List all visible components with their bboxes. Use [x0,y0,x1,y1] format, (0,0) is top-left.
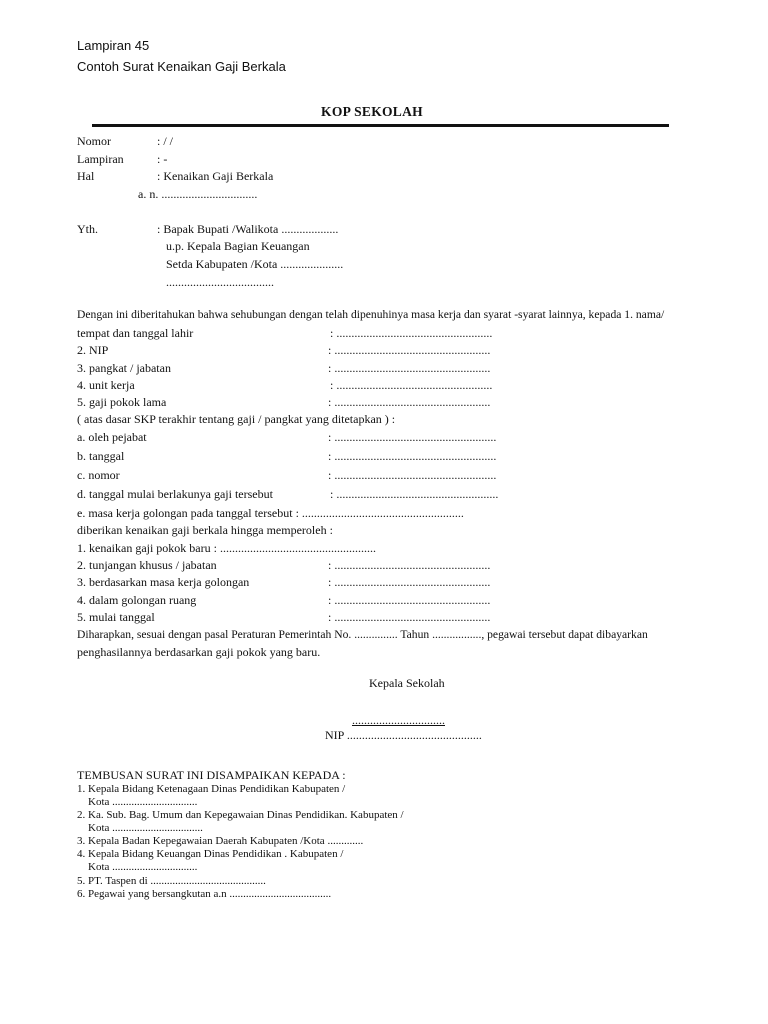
lampiran-value: : - [157,152,168,166]
field-unit-label: 4. unit kerja [77,378,135,392]
field-unit-value: : .................................................... [330,378,493,392]
field-mulai-berlaku-value: : ...................................................... [330,487,499,501]
header-line-1: Lampiran 45 [77,38,150,53]
field-mulai-tanggal-label: 5. mulai tanggal [77,610,155,624]
recipient-line-4: .................................... [166,275,274,289]
field-tempat-value: : .................................................... [330,326,493,340]
lampiran-label: Lampiran [77,152,124,166]
field-golongan-ruang-value: : .................................................... [328,593,491,607]
closing-line-2: penghasilannya berdasarkan gaji pokok yang baru. [77,645,321,659]
tembusan-line-1: 1. Kepala Bidang Ketenagaan Dinas Pendidikan Kabupaten / [77,783,346,795]
field-nip-value: : .................................................... [328,343,491,357]
field-mulai-tanggal-value: : .................................................... [328,610,491,624]
nomor-value: : / / [157,134,174,148]
field-tanggal-label: b. tanggal [77,449,125,463]
field-tanggal-value: : ...................................................... [328,449,497,463]
kop-thick-rule [92,124,669,127]
field-nomor-label: c. nomor [77,468,120,482]
hal-sub: a. n. ................................ [138,187,258,201]
tembusan-line-2: Kota ............................... [77,796,198,808]
masa-kerja-line: e. masa kerja golongan pada tanggal tersebut : ...................................................... [77,506,464,520]
field-pejabat-value: : ...................................................... [328,430,497,444]
field-gaji-lama-label: 5. gaji pokok lama [77,395,167,409]
diberikan-line: diberikan kenaikan gaji berkala hingga memperoleh : [77,523,333,537]
signature-nip: NIP ............................................. [325,728,482,742]
signature-name: ............................... [352,713,445,727]
field-mulai-berlaku-label: d. tanggal mulai berlakunya gaji tersebut [77,487,273,501]
recipient-line-1: : Bapak Bupati /Walikota ................... [157,222,339,236]
field-masa-kerja-gol-value: : .................................................... [328,575,491,589]
tembusan-line-5: 3. Kepala Badan Kepegawaian Daerah Kabupaten /Kota ............. [77,835,364,847]
tembusan-line-3: 2. Ka. Sub. Bag. Umum dan Kepegawaian Dinas Pendidikan. Kabupaten / [77,809,404,821]
closing-line-1: Diharapkan, sesuai dengan pasal Peraturan Pemerintah No. ............... Tahun ................., pegawai tersebut dapat dibayarkan [77,628,648,641]
field-nip-label: 2. NIP [77,343,109,357]
recipient-label: Yth. [77,222,98,236]
header-line-2: Contoh Surat Kenaikan Gaji Berkala [77,59,286,74]
kenaikan-line: 1. kenaikan gaji pokok baru : .................................................... [77,541,376,555]
field-masa-kerja-gol-label: 3. berdasarkan masa kerja golongan [77,575,250,589]
field-nomor-value: : ...................................................... [328,468,497,482]
intro-paragraph: Dengan ini diberitahukan bahwa sehubungan dengan telah dipenuhinya masa kerja dan syarat -syarat lainnya, kepada 1. nama/ [77,308,665,321]
field-tunjangan-label: 2. tunjangan khusus / jabatan [77,558,217,572]
tembusan-line-8: 5. PT. Taspen di .......................................... [77,875,266,887]
field-golongan-ruang-label: 4. dalam golongan ruang [77,593,197,607]
kop-title: KOP SEKOLAH [0,104,744,120]
skp-note: ( atas dasar SKP terakhir tentang gaji / pangkat yang ditetapkan ) : [77,412,396,426]
tembusan-line-7: Kota ............................... [77,861,198,873]
recipient-line-2: u.p. Kepala Bagian Keuangan [166,239,310,253]
field-tunjangan-value: : .................................................... [328,558,491,572]
field-gaji-lama-value: : .................................................... [328,395,491,409]
hal-label: Hal [77,169,95,183]
tembusan-line-9: 6. Pegawai yang bersangkutan a.n ..................................... [77,888,332,900]
field-tempat-label: tempat dan tanggal lahir [77,326,194,340]
tembusan-line-6: 4. Kepala Bidang Keuangan Dinas Pendidikan . Kabupaten / [77,848,344,860]
tembusan-line-4: Kota ................................. [77,822,203,834]
field-pangkat-value: : .................................................... [328,361,491,375]
tembusan-heading: TEMBUSAN SURAT INI DISAMPAIKAN KEPADA : [77,768,346,782]
nomor-label: Nomor [77,134,111,148]
field-pangkat-label: 3. pangkat / jabatan [77,361,171,375]
recipient-line-3: Setda Kabupaten /Kota ..................... [166,257,344,271]
field-pejabat-label: a. oleh pejabat [77,430,147,444]
signature-title: Kepala Sekolah [369,676,445,690]
hal-value: : Kenaikan Gaji Berkala [157,169,274,183]
